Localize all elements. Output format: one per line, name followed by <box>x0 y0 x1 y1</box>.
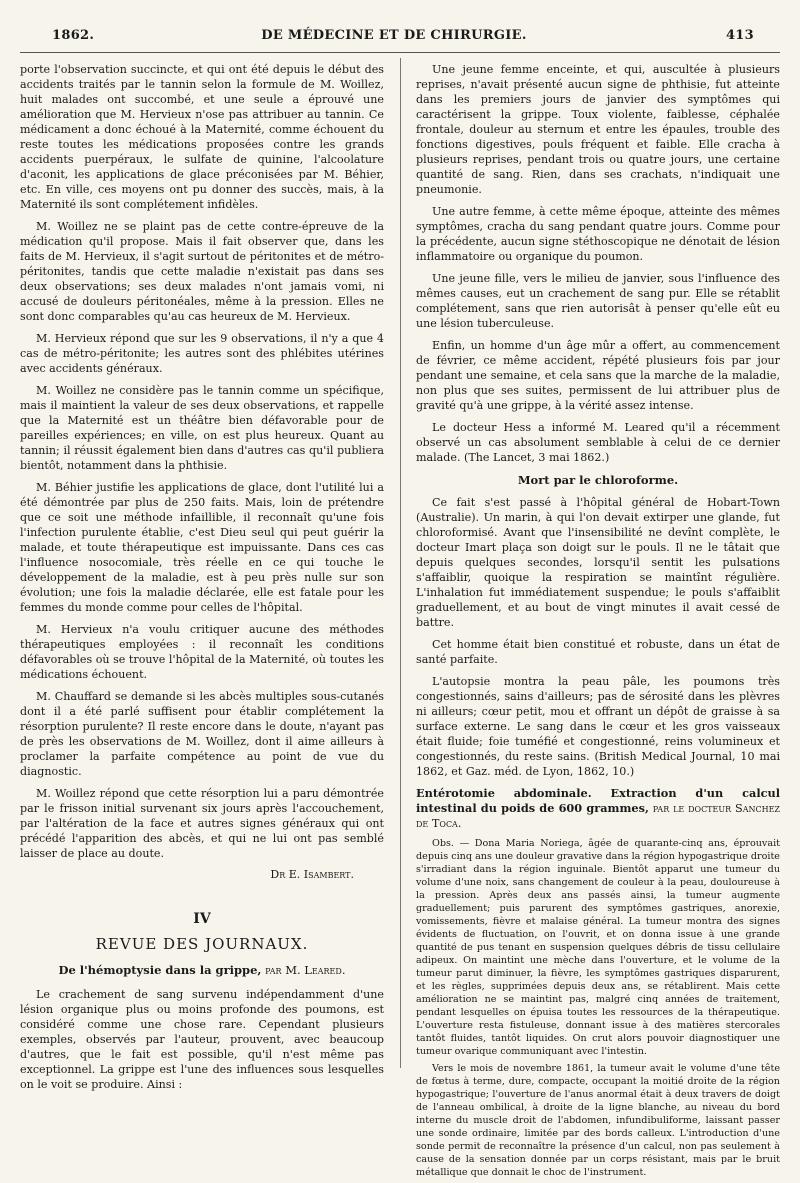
right-column <box>416 62 780 1183</box>
paragraph: M. Hervieux n'a voulu critiquer aucune des méthodes thérapeutiques employées : il reconnaît les conditions défavorables où se trouve l'hôpital de la Maternité, où toutes les médications échouent. <box>20 623 384 681</box>
paragraph: M. Woillez répond que cette résorption lui a paru démontrée par le frisson initial survenant six jours après l'accouchement, par l'altération de la face et autres signes généraux qui ont précédé l'apparition des abcès, et qui ne lui ont pas semblé laisser de place au doute. <box>20 787 384 860</box>
header-rule <box>20 52 780 53</box>
small-print-block <box>416 837 780 1179</box>
article-heading <box>20 963 384 977</box>
signature: Dr E. Isambert. <box>270 868 354 881</box>
paragraph: M. Woillez ne se plaint pas de cette contre-épreuve de la médication qu'il propose. Mais il fait observer que, dans les faits de M. Hervieux, il s'agit surtout de péritonites et de métro-péritonites, tandis que cette maladie n'existait pas dans ses deux observations; ses deux malades n'ont jamais vomi, ni accusé de douleurs péritonéales, même à la pression. Elles ne sont donc comparables qu'au cas heureux de M. Hervieux. <box>20 220 384 323</box>
left-column <box>20 62 384 1099</box>
paragraph: Obs. — Dona Maria Noriega, âgée de quarante-cinq ans, éprouvait depuis cinq ans une douleur gravative dans la région hypogastrique droite s'irradiant dans la région inguinale. Bientôt apparut une tumeur du volume d'une noix, sans changement de couleur à la peau, douloureuse à la pression. Après deux ans passés ainsi, la tumeur augmente graduellement; puis parurent des symptômes gastriques, anorexie, vomissements, fièvre et malaise général. La tumeur montra des signes évidents de fluctuation, on l'ouvrit, et on donna issue à une grande quantité de pus tenant en suspension quelques débris de tissu cellulaire adipeux. On maintint une mèche dans l'ouverture, et le volume de la tumeur parut diminuer, la fièvre, les symptômes gastriques disparurent, et les règles, supprimées depuis deux ans, se rétablirent. Mais cette amélioration ne se maintint pas, malgré cinq années de traitement, pendant lesquelles on épuisa toutes les ressources de la thérapeutique. L'ouverture resta fistuleuse, donnant issue à des matières stercorales tantôt fluides, tantôt liquides. On crut alors pouvoir diagnostiquer une tumeur ovarique communiquant avec l'intestin. <box>416 838 780 1057</box>
paragraph: Ce fait s'est passé à l'hôpital général de Hobart-Town (Australie). Un marin, à qui l'on devait extirper une glande, fut chloroformisé. Avant que l'insensibilité ne devînt complète, le docteur Imart plaça son doigt sur le pouls. Il ne le tâtait que depuis quelques secondes, lorsqu'il sentit les pulsations s'affaiblir, quoique la respiration se maintînt régulière. L'inhalation fut immédiatement suspendue; le pouls s'affaiblit graduellement, et au bout de vingt minutes il avait cessé de battre. <box>416 496 780 629</box>
running-head <box>34 28 754 48</box>
header-title: DE MÉDECINE ET DE CHIRURGIE. <box>261 28 527 43</box>
paragraph: Cet homme était bien constitué et robuste, dans un état de santé parfaite. <box>416 638 780 666</box>
paragraph: Le crachement de sang survenu indépendamment d'une lésion organique plus ou moins profonde des poumons, est considéré comme une chose rare. Cependant plusieurs exemples, observés par l'auteur, prouvent, avec beaucoup d'autres, que le fait est possible, qu'il n'est même pas exceptionnel. La grippe est l'une des influences sous lesquelles on le voit se produire. Ainsi : <box>20 988 384 1091</box>
lead-title: Entérotomie abdominale. Extraction d'un calcul intestinal du poids de 600 grammes, <box>416 786 780 815</box>
section-title: REVUE DES JOURNAUX. <box>95 935 309 953</box>
paragraph: M. Woillez ne considère pas le tannin comme un spécifique, mais il maintient la valeur de ses deux observations, et rappelle que la Maternité est un théâtre bien défavorable pour de pareilles expériences; en ville, on est plus heureux. Quant au tannin; il réussit également bien dans d'autres cas qu'il publiera bientôt, notamment dans la phthisie. <box>20 384 384 472</box>
paragraph: Enfin, un homme d'un âge mûr a offert, au commencement de février, ce même accident, répété plusieurs fois par jour pendant une semaine, et cela sans que la marche de la maladie, non plus que ses suites, permissent de lui attribuer plus de gravité qu'à une grippe, à la vérité assez intense. <box>416 339 780 412</box>
paragraph: L'autopsie montra la peau pâle, les poumons très congestionnés, sains d'ailleurs; pas de sérosité dans les plèvres ni ailleurs; cœur petit, mou et offrant un dépôt de graisse à sa surface externe. Le sang dans le cœur et les gros vaisseaux était fluide; foie tuméfié et congestionné, reins volumineux et congestionnés, du reste sains. (British Medical Journal, 10 mai 1862, et Gaz. méd. de Lyon, 1862, 10.) <box>416 675 780 778</box>
header-year: 1862. <box>52 28 95 43</box>
paragraph: Le docteur Hess a informé M. Leared qu'il a récemment observé un cas absolument semblable à celui de ce dernier malade. (The Lancet, 3 mai 1862.) <box>416 421 780 464</box>
paragraph: porte l'observation succincte, et qui ont été depuis le début des accidents traités par le tannin selon la formule de M. Woillez, huit malades ont succombé, et une seule a éprouvé une amélioration que M. Hervieux n'ose pas attribuer au tannin. Ce médicament a donc échoué à la Maternité, comme échouent du reste toutes les médications proposées contre les grands accidents puerpéraux, le sulfate de quinine, l'alcoolature d'aconit, les applications de glace préconisées par M. Béhier, etc. En ville, ces moyens ont pu donner des succès, mais, à la Maternité ils sont complétement infidèles. <box>20 63 384 211</box>
paragraph: M. Hervieux répond que sur les 9 observations, il n'y a que 4 cas de métro-péritonite; les autres sont des phlébites utérines avec accidents généraux. <box>20 332 384 375</box>
article-title: De l'hémoptysie dans la grippe, <box>58 963 262 977</box>
column-divider <box>400 58 401 1068</box>
paragraph: Une autre femme, à cette même époque, atteinte des mêmes symptômes, cracha du sang pendant quatre jours. Comme pour la précédente, aucun signe stéthoscopique ne dénotait de lésion inflammatoire ou organique du poumon. <box>416 205 780 263</box>
page-number: 413 <box>725 28 754 43</box>
lead-author: par le docteur Sanchez de Toca. <box>416 802 780 830</box>
paragraph: M. Béhier justifie les applications de glace, dont l'utilité lui a été démontrée par plus de 250 faits. Mais, loin de prétendre que ce soit une méthode infaillible, il reconnaît qu'une fois l'infection purulente établie, c'est Dieu seul qui peut guérir la malade, et toute thérapeutique est impuissante. Dans ces cas l'influence nosocomiale, très réelle en ce qui touche le développement de la maladie, est à peu près nulle sur son évolution; une fois la maladie déclarée, elle est fatale pour les femmes du monde comme pour celles de l'hôpital. <box>20 481 384 614</box>
article-subheading: Mort par le chloroforme. <box>517 473 679 487</box>
paragraph: Une jeune fille, vers le milieu de janvier, sous l'influence des mêmes causes, eut un crachement de sang pur. Elle se rétablit complétement, sans que rien autorisât à penser qu'elle eût eu une lésion tuberculeuse. <box>416 272 780 330</box>
section-number: IV <box>193 911 211 927</box>
article-author: par M. Leared. <box>265 963 346 977</box>
article-lead-heading <box>416 786 780 831</box>
paragraph: Vers le mois de novembre 1861, la tumeur avait le volume d'une tête de fœtus à terme, dure, compacte, occupant la moitié droite de la région hypogastrique; l'ouverture de l'anus anormal était à deux travers de doigt de l'anneau ombilical, à droite de la ligne blanche, au niveau du bord interne du muscle droit de l'abdomen, infundibuliforme, laissant passer une sonde ordinaire, limitée par des bords calleux. L'introduction d'une sonde permit de reconnaître la présence d'un calcul, non pas seulement à cause de la sensation donnée par un corps résistant, mais par le bruit métallique que donnait le choc de l'instrument. <box>416 1063 780 1178</box>
paragraph: Une jeune femme enceinte, et qui, auscultée à plusieurs reprises, n'avait présenté aucun signe de phthisie, fut atteinte dans les premiers jours de janvier des symptômes qui caractérisent la grippe. Toux violente, faiblesse, céphalée frontale, douleur au sternum et entre les épaules, trouble des fonctions digestives, pouls fréquent et faible. Elle cracha à plusieurs reprises, pendant trois ou quatre jours, une certaine quantité de sang. Rien, dans ses crachats, n'indiquait une pneumonie. <box>416 63 780 196</box>
paragraph: M. Chauffard se demande si les abcès multiples sous-cutanés dont il a été parlé suffisent pour établir complétement la résorption purulente? Il reste encore dans le doute, n'ayant pas de près les observations de M. Woillez, dont il aime ailleurs à proclamer la parfaite compétence au point de vue du diagnostic. <box>20 690 384 778</box>
